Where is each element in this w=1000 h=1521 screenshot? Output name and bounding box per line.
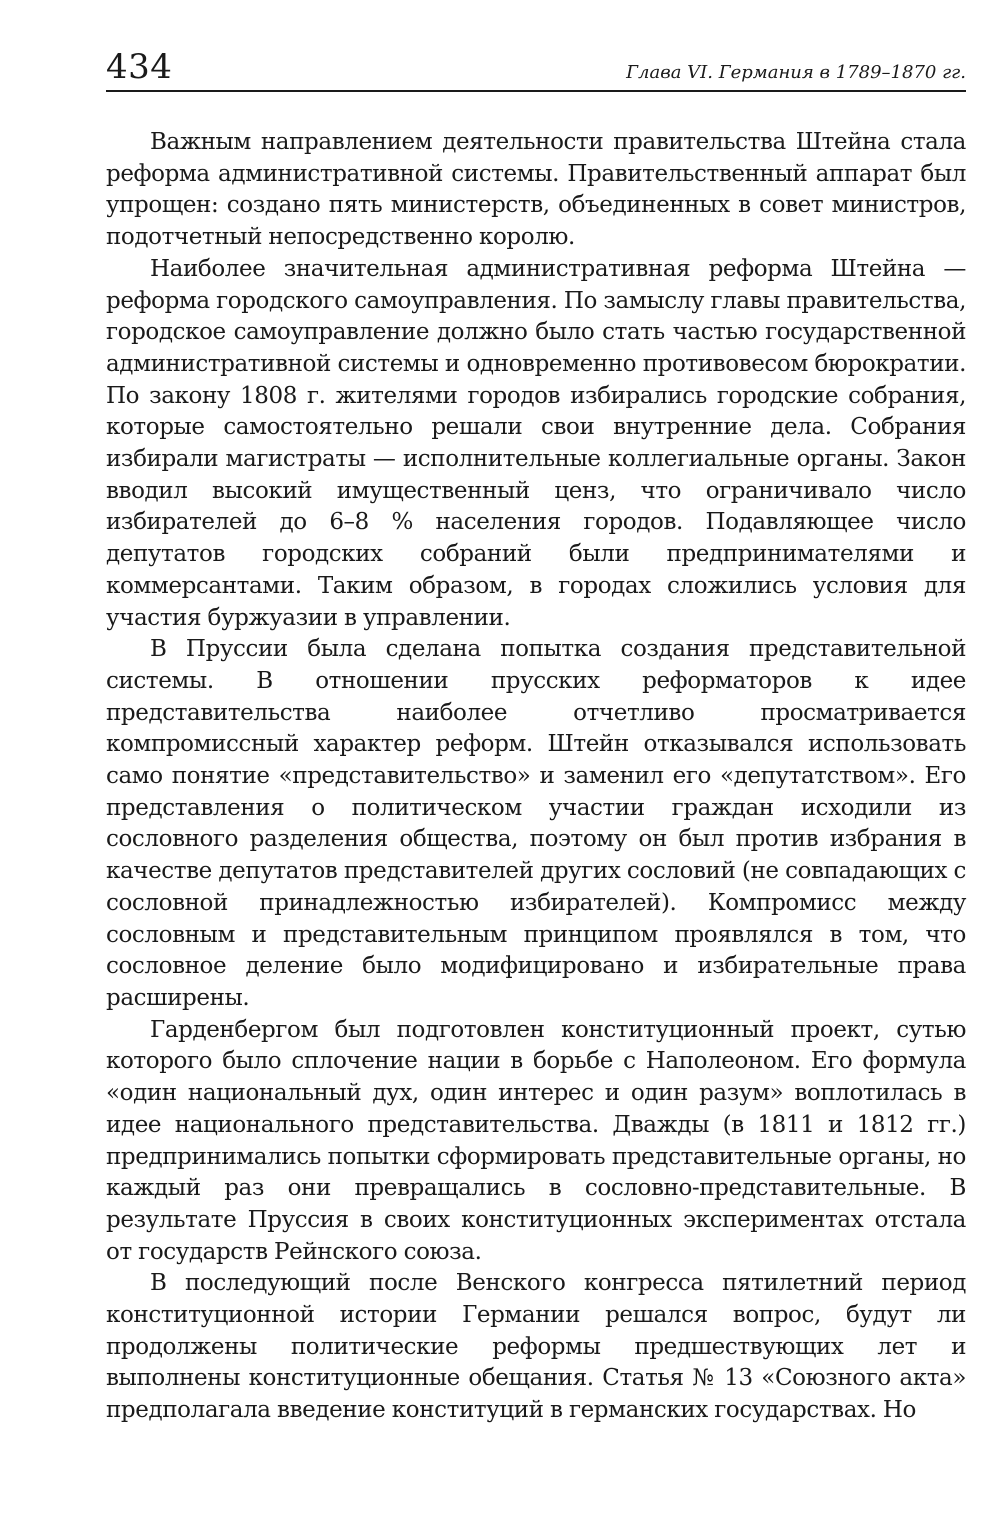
paragraph: Важным направлением деятельности правительства Штейна стала реформа административной системы. Правительственный аппарат был упрощен: создано пять министерств, объединенных в совет министров, подотчетный непосредственно королю. (106, 129, 966, 251)
page-number: 434 (106, 47, 173, 87)
body-text (106, 127, 966, 1427)
paragraph: В последующий после Венского конгресса пятилетний период конституционной истории Германии решался вопрос, будут ли продолжены политические реформы предшествующих лет и выполнены конституционные обещания. Статья № 13 «Союзного акта» предполагала введение конституций в германских государствах. Но (106, 1270, 966, 1424)
paragraph: Наиболее значительная административная реформа Штейна — реформа городского самоуправления. По замыслу главы правительства, городское самоуправление должно было стать частью государственной административной системы и одновременно противовесом бюрократии. По закону 1808 г. жителями городов избирались городские собрания, которые самостоятельно решали свои внутренние дела. Собрания избирали магистраты — исполнительные коллегиальные органы. Закон вводил высокий имущественный ценз, что ограничивало число избирателей до 6–8 % населения городов. Подавляющее число депутатов городских собраний были предпринимателями и коммерсантами. Таким образом, в городах сложились условия для участия буржуазии в управлении. (106, 255, 966, 631)
book-page (106, 40, 966, 1427)
paragraph: В Пруссии была сделана попытка создания представительной системы. В отношении прусских реформаторов к идее представительства наиболее отчетливо просматривается компромиссный характер реформ. Штейн отказывался использовать само понятие «представительство» и заменил его «депутатством». Его представления о политическом участии граждан исходили из сословного разделения общества, поэтому он был против избрания в качестве депутатов представителей других сословий (не совпадающих с сословной принадлежностью избирателей). Компромисс между сословным и представительным принципом проявлялся в том, что сословное деление было модифицировано и избирательные права расширены. (106, 636, 966, 1011)
chapter-title: Глава VI. Германия в 1789–1870 гг. (626, 62, 966, 83)
running-head (106, 40, 966, 92)
paragraph: Гарденбергом был подготовлен конституционный проект, сутью которого было сплочение нации в борьбе с Наполеоном. Его формула «один национальный дух, один интерес и один разум» воплотилась в идее национального представительства. Дважды (в 1811 и 1812 гг.) предпринимались попытки сформировать представительные органы, но каждый раз они превращались в сословно-представительные. В результате Пруссия в своих конституционных экспериментах отстала от государств Рейнского союза. (106, 1016, 966, 1265)
